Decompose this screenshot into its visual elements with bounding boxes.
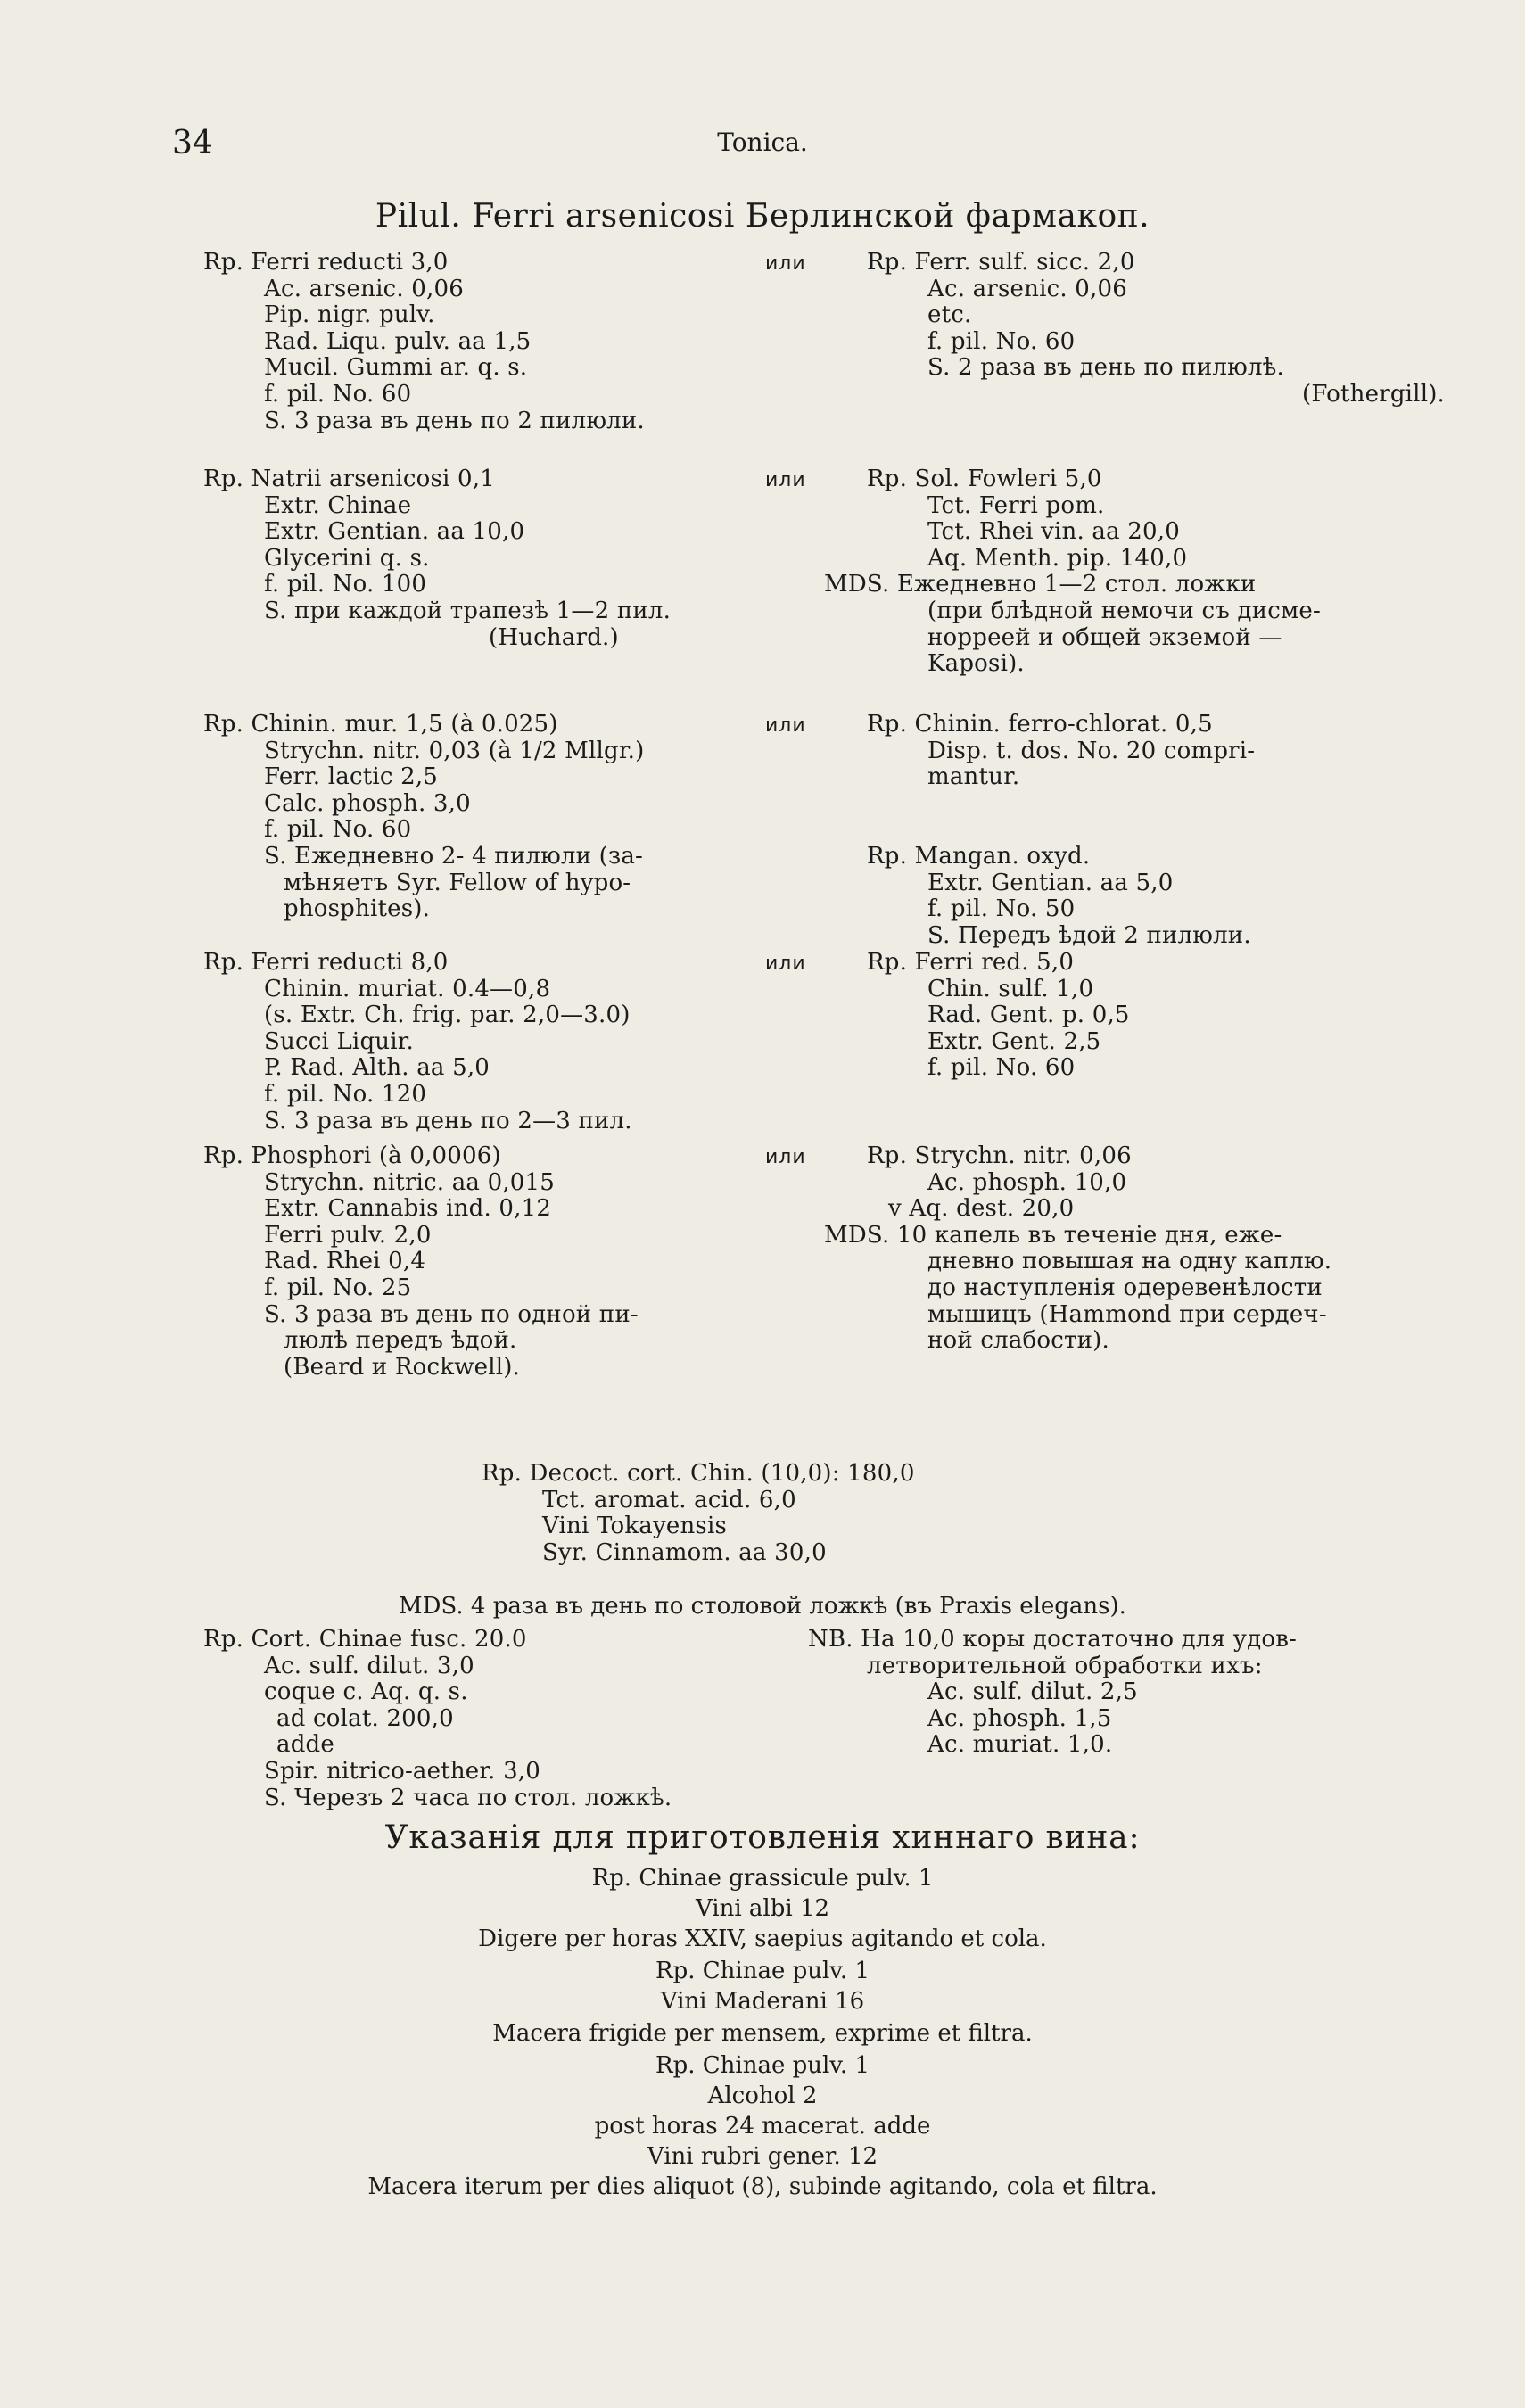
recipe-author: (Huchard.)	[489, 623, 619, 651]
recipe-line: Tct. Rhei vin. aa 20,0	[927, 518, 1180, 546]
recipe-line: Rp. Chinin. mur. 1,5 (à 0.025)	[203, 711, 558, 738]
recipe-phosphori	[203, 1143, 639, 1381]
recipe-line: Rp. Ferri red. 5,0	[867, 949, 1075, 976]
recipe-ferri-red	[867, 950, 1130, 1082]
recipe-line: Rad. Liqu. pulv. aa 1,5	[264, 327, 532, 355]
recipe-line: f. pil. No. 100	[264, 571, 427, 598]
recipe-line: Ferr. lactic 2,5	[264, 763, 439, 791]
recipe-line: Tct. Ferri pom.	[927, 491, 1105, 519]
recipe-line: S. Черезъ 2 часа по стол. ложкѣ.	[264, 1784, 672, 1811]
recipe-decoct-signature: MDS. 4 раза въ день по столовой ложкѣ (въ Praxis elegans).	[399, 1593, 1126, 1620]
recipe-line: Rp. Ferri reducti 3,0	[203, 249, 449, 276]
wine-line: Vini Maderani 16	[660, 1988, 865, 2015]
recipe-line: adde	[276, 1731, 334, 1759]
recipe-line: v Aq. dest. 20,0	[888, 1195, 1075, 1223]
recipe-mangan-oxyd	[867, 844, 1251, 949]
recipe-line: Syr. Cinnamom. aa 30,0	[542, 1538, 827, 1566]
recipe-line: Pip. nigr. pulv.	[264, 301, 435, 329]
recipe-line: S. 2 раза въ день по пилюлѣ.	[927, 354, 1285, 382]
recipe-line: S. 3 раза въ день по одной пи-	[264, 1300, 639, 1328]
recipe-line: coque c. Aq. q. s.	[264, 1678, 468, 1706]
recipe-line: Extr. Gent. 2,5	[927, 1027, 1101, 1055]
recipe-line: Extr. Gentian. aa 10,0	[264, 518, 525, 546]
wine-line: Macera iterum per dies aliquot (8), subinde agitando, cola et filtra.	[367, 2173, 1158, 2200]
recipe-line: Calc. phosph. 3,0	[264, 789, 471, 817]
recipe-line: Rad. Rhei 0,4	[264, 1248, 426, 1275]
recipe-line: etc.	[927, 301, 972, 329]
recipe-line: Glycerini q. s.	[264, 544, 430, 572]
recipe-line: норреей и общей экземой —	[927, 623, 1282, 651]
recipe-line: S. Передъ ѣдой 2 пилюли.	[927, 921, 1251, 949]
recipe-author: (Fothergill).	[1302, 380, 1446, 408]
recipe-author: (Beard и Rockwell).	[284, 1353, 521, 1381]
recipe-line: mantur.	[927, 763, 1020, 791]
recipe-line: phosphites).	[284, 895, 431, 923]
recipe-decoct-chin	[482, 1461, 915, 1566]
recipe-line: Rp. Ferr. sulf. sicc. 2,0	[867, 249, 1135, 276]
wine-line: Rp. Chinae pulv. 1	[655, 1958, 870, 1984]
recipe-ferr-sulf	[867, 250, 1445, 408]
recipe-line: MDS. 10 капель въ теченіе дня, еже-	[824, 1221, 1282, 1249]
recipe-line: ной слабости).	[927, 1327, 1109, 1355]
recipe-ferri-reducti-1	[203, 250, 645, 434]
ili-separator: или	[765, 714, 806, 737]
recipe-line: Extr. Gentian. aa 5,0	[927, 869, 1174, 896]
recipe-line: дневно повышая на одну каплю.	[927, 1248, 1332, 1275]
recipe-line: Chin. sulf. 1,0	[927, 975, 1094, 1002]
recipe-line: Tct. aromat. acid. 6,0	[542, 1486, 796, 1513]
recipe-line: Strychn. nitric. aa 0,015	[264, 1168, 556, 1196]
recipe-line: Kaposi).	[927, 650, 1025, 678]
note-line: Ac. sulf. dilut. 2,5	[927, 1678, 1138, 1706]
recipe-line: f. pil. No. 120	[264, 1080, 427, 1108]
wine-section-title: Указанія для приготовленія хиннаго вина:	[384, 1819, 1141, 1856]
recipe-line: Extr. Cannabis ind. 0,12	[264, 1195, 552, 1223]
recipe-line: f. pil. No. 60	[927, 327, 1076, 355]
recipe-line: Chinin. muriat. 0.4—0,8	[264, 975, 551, 1002]
wine-line: Rp. Chinae pulv. 1	[655, 2052, 870, 2079]
ili-separator: или	[765, 469, 806, 491]
recipe-line: f. pil. No. 50	[927, 895, 1076, 923]
recipe-line: f. pil. No. 60	[264, 816, 412, 844]
recipe-line: Spir. nitrico-aether. 3,0	[264, 1757, 541, 1785]
recipe-line: Ac. sulf. dilut. 3,0	[264, 1652, 474, 1679]
recipe-line: Succi Liquir.	[264, 1027, 414, 1055]
recipe-line: мышицъ (Hammond при сердеч-	[927, 1300, 1327, 1328]
recipe-line: Mucil. Gummi ar. q. s.	[264, 354, 528, 382]
recipe-ferri-reducti-2	[203, 950, 632, 1134]
recipe-line: (s. Extr. Ch. frig. par. 2,0—3.0)	[264, 1002, 631, 1029]
note-line: NB. На 10,0 коры достаточно для удов-	[808, 1626, 1298, 1653]
wine-line: post horas 24 macerat. adde	[594, 2113, 931, 2140]
recipe-line: Strychn. nitr. 0,03 (à 1/2 Mllgr.)	[264, 737, 645, 764]
recipe-line: до наступленія одеревенѣлости	[927, 1274, 1323, 1301]
recipe-line: P. Rad. Alth. aa 5,0	[264, 1054, 490, 1082]
recipe-sol-fowleri	[824, 466, 1321, 678]
recipe-line: Ac. arsenic. 0,06	[927, 275, 1127, 302]
recipe-line: Vini Tokayensis	[542, 1513, 728, 1540]
running-head: Tonica.	[717, 128, 808, 157]
recipe-line: Rp. Ferri reducti 8,0	[203, 949, 449, 976]
ili-separator: или	[765, 1146, 806, 1168]
recipe-natrii-arsenicosi	[203, 466, 671, 651]
recipe-line: S. Ежедневно 2- 4 пилюли (за-	[264, 842, 644, 870]
recipe-strychn-nitr	[824, 1143, 1331, 1355]
recipe-line: Rp. Natrii arsenicosi 0,1	[203, 466, 495, 492]
page-number: 34	[172, 125, 213, 161]
recipe-line: S. при каждой трапезѣ 1—2 пил.	[264, 597, 672, 624]
recipe-line: S. 3 раза въ день по 2—3 пил.	[264, 1107, 632, 1134]
recipe-line: Rp. Mangan. oxyd.	[867, 843, 1091, 870]
recipe-line: Rp. Strychn. nitr. 0,06	[867, 1142, 1132, 1169]
recipe-line: люлѣ передъ ѣдой.	[284, 1327, 517, 1355]
wine-line: Alcohol 2	[707, 2082, 818, 2109]
section-title: Pilul. Ferri arsenicosi Берлинской фармакоп.	[375, 198, 1150, 235]
recipe-line: S. 3 раза въ день по 2 пилюли.	[264, 407, 645, 434]
wine-line: Vini rubri gener. 12	[647, 2143, 878, 2170]
recipe-line: Rp. Decoct. cort. Chin. (10,0): 180,0	[482, 1460, 915, 1487]
recipe-line: мѣняетъ Syr. Fellow of hypo-	[284, 869, 631, 896]
wine-line: Macera frigide per mensem, exprime et filtra.	[492, 2020, 1033, 2047]
ili-separator: или	[765, 952, 806, 975]
recipe-line: Rp. Sol. Fowleri 5,0	[867, 466, 1102, 492]
recipe-line: MDS. Ежедневно 1—2 стол. ложки	[824, 571, 1257, 598]
wine-line: Vini albi 12	[695, 1895, 830, 1922]
recipe-line: Rad. Gent. p. 0,5	[927, 1002, 1130, 1029]
recipe-line: Ferri pulv. 2,0	[264, 1221, 432, 1249]
recipe-line: f. pil. No. 60	[927, 1054, 1076, 1082]
nb-note	[808, 1627, 1297, 1759]
recipe-line: Rp. Phosphori (à 0,0006)	[203, 1142, 501, 1169]
note-line: Ac. muriat. 1,0.	[927, 1731, 1113, 1759]
recipe-line: Ac. phosph. 10,0	[927, 1168, 1127, 1196]
wine-line: Digere per horas XXIV, saepius agitando et cola.	[478, 1926, 1047, 1952]
recipe-line: Extr. Chinae	[264, 491, 412, 519]
ili-separator: или	[765, 252, 806, 275]
recipe-cort-chinae	[203, 1627, 672, 1811]
recipe-line: f. pil. No. 25	[264, 1274, 412, 1301]
recipe-line: (при блѣдной немочи съ дисме-	[927, 597, 1321, 624]
note-line: летворительной обработки ихъ:	[867, 1652, 1263, 1679]
recipe-line: ad colat. 200,0	[276, 1704, 454, 1732]
recipe-chinin-ferro-chlorat	[867, 712, 1255, 791]
recipe-line: Disp. t. dos. No. 20 compri-	[927, 737, 1256, 764]
wine-line: Rp. Chinae grassicule pulv. 1	[591, 1865, 934, 1892]
recipe-line: Ac. arsenic. 0,06	[264, 275, 464, 302]
recipe-chinin-mur	[203, 712, 644, 923]
recipe-line: Aq. Menth. pip. 140,0	[927, 544, 1188, 572]
recipe-line: Rp. Chinin. ferro-chlorat. 0,5	[867, 711, 1213, 738]
recipe-line: f. pil. No. 60	[264, 380, 412, 408]
recipe-line: Rp. Cort. Chinae fusc. 20.0	[203, 1626, 527, 1653]
note-line: Ac. phosph. 1,5	[927, 1704, 1112, 1732]
